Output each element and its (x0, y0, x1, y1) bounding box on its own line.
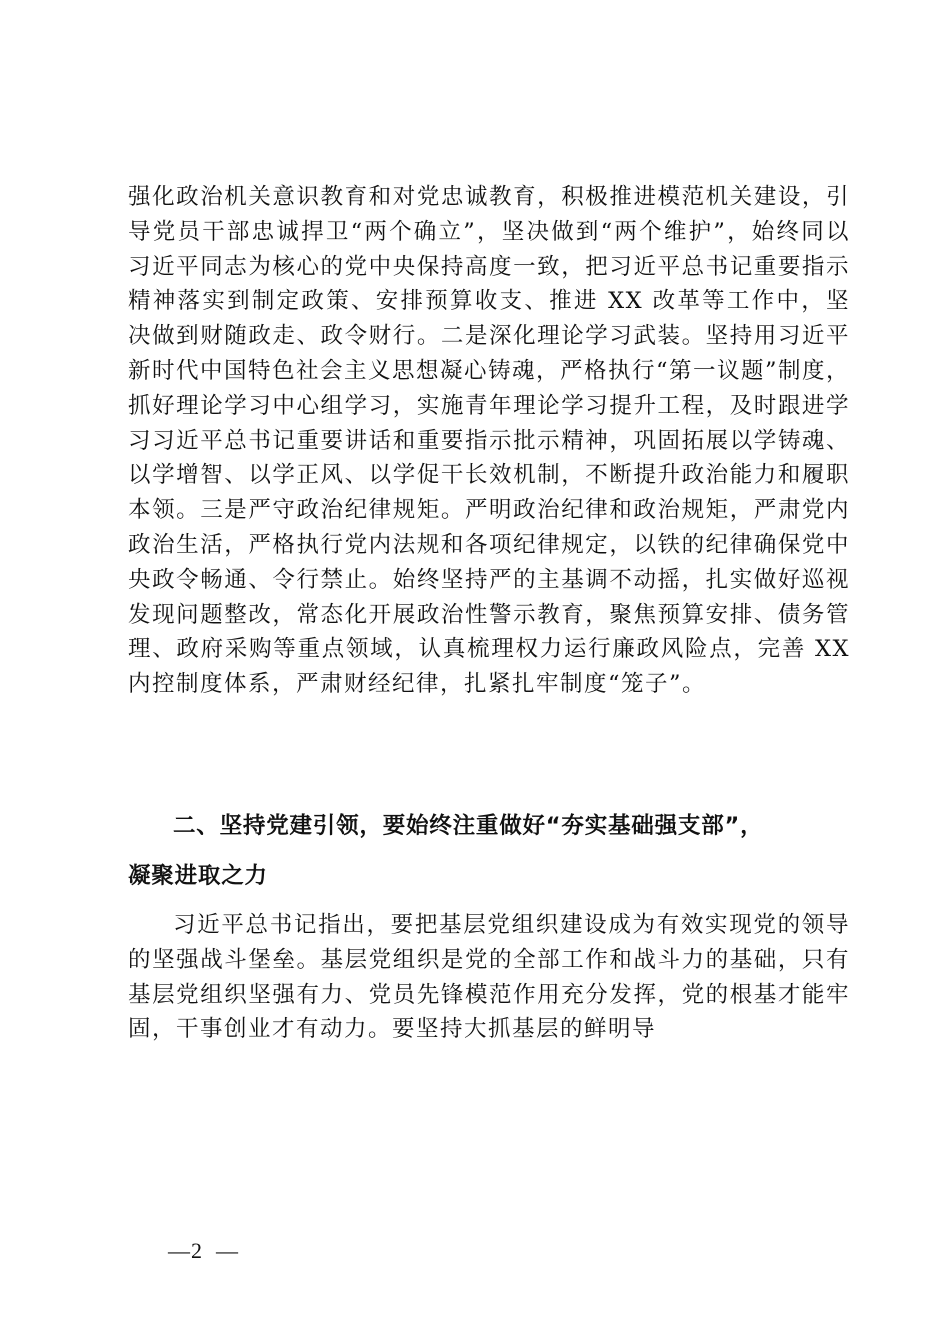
page-number: —2 — (168, 1238, 239, 1263)
body-paragraph: 习近平总书记指出，要把基层党组织建设成为有效实现党的领导的坚强战斗堡垒。基层党组织是党的全部工作和战斗力的基础，只有基层党组织坚强有力、党员先锋模范作用充分发挥，党的根基才能牢固，干事创业才有动力。要坚持大抓基层的鲜明导 (128, 912, 850, 1043)
body-paragraph: 强化政治机关意识教育和对党忠诚教育，积极推进模范机关建设，引导党员干部忠诚捍卫“两个确立”，坚决做到“两个维护”，始终同以习近平同志为核心的党中央保持高度一致，把习近平总书记重要指示精神落实到制定政策、安排预算收支、推进 XX 改革等工作中，坚决做到财随政走、政令财行。二是深化理论学习武装。坚持用习近平新时代中国特色社会主义思想凝心铸魂，严格执行“第一议题”制度，抓好理论学习中心组学习，实施青年理论学习提升工程，及时跟进学习习近平总书记重要讲话和重要指示批示精神，巩固拓展以学铸魂、以学增智、以学正风、以学促干长效机制，不断提升政治能力和履职本领。三是严守政治纪律规矩。严明政治纪律和政治规矩，严肃党内政治生活，严格执行党内法规和各项纪律规定，以铁的纪律确保党中央政令畅通、令行禁止。始终坚持严的主基调不动摇，扎实做好巡视发现问题整改，常态化开展政治性警示教育，聚焦预算安排、债务管理、政府采购等重点领域，认真梳理权力运行廉政风险点，完善 XX 内控制度体系，严肃财经纪律，扎紧扎牢制度“笼子”。 (128, 184, 851, 698)
section-heading-continuation: 凝聚进取之力 (128, 863, 268, 889)
section-heading: 二、坚持党建引领，要始终注重做好“夯实基础强支部”， (173, 813, 764, 839)
